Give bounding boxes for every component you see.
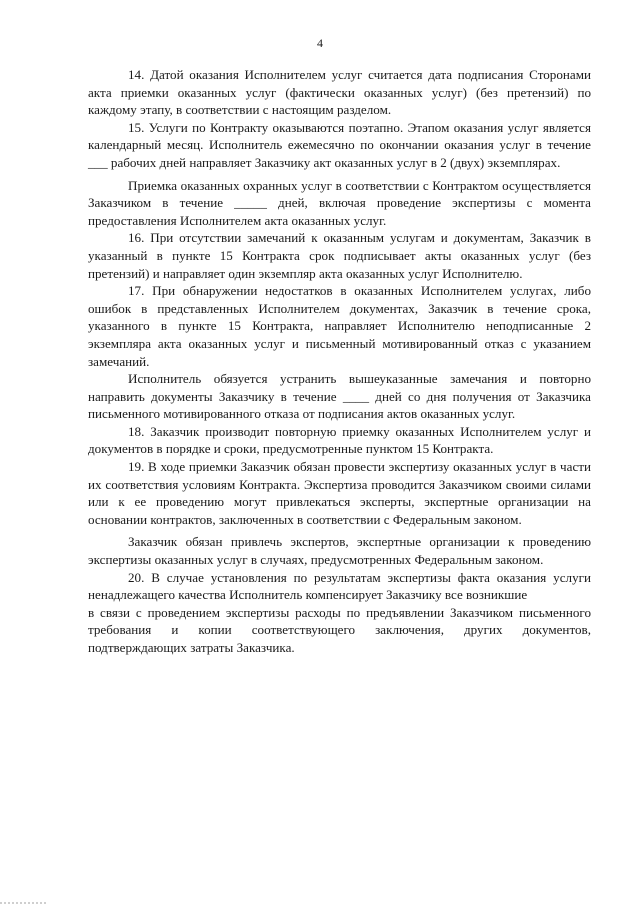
paragraph-20-continued: в связи с проведением экспертизы расходы по предъявлении Заказчиком письменного требования и копии соответствующего заключения, других документов, подтверждающих затраты Заказчика. [88,604,591,655]
paragraph-18: 18. Заказчик производит повторную приемку оказанных Исполнителем услуг и документов в порядке и сроки, предусмотренные пунктом 15 Контракта. [88,423,591,457]
paragraph-14: 14. Датой оказания Исполнителем услуг считается дата подписания Сторонами акта приемки оказанных услуг (фактически оказанных услуг) (без претензий) по каждому этапу, в соответствии с настоящим разделом. [88,67,591,118]
paragraph-15: 15. Услуги по Контракту оказываются поэтапно. Этапом оказания услуг является календарный месяц. Исполнитель ежемесячно по окончании оказания услуг в течение ___ рабочих дней направляет Заказчику акт оказанных услуг в 2 (двух) экземплярах. [88,119,591,170]
paragraph-16: 16. При отсутствии замечаний к оказанным услугам и документам, Заказчик в указанный в пункте 15 Контракта срок подписывает акты оказанных услуг (без претензий) и направляет один экземпляр акта оказанных услуг Исполнителю. [88,230,591,281]
paragraph-15-acceptance: Приемка оказанных охранных услуг в соответствии с Контрактом осуществляется Заказчиком в течение _____ дней, включая проведение экспертизы с момента предоставления Исполнителем акта оказанных услуг. [88,177,591,228]
page-number: 4 [317,36,323,50]
paragraph-19: 19. В ходе приемки Заказчик обязан провести экспертизу оказанных услуг в части их соответствия условиям Контракта. Экспертиза проводится Заказчиком своими силами или к ее проведению могут привлекаться эксперты, экспертные организации на основании контрактов, заключенных в соответствии с Федеральным законом. [88,459,591,527]
document-body [88,66,591,657]
paragraph-17-contractor: Исполнитель обязуется устранить вышеуказанные замечания и повторно направить документы Заказчику в течение ____ дней со дня получения от Заказчика письменного мотивированного отказа от подписания актов оказанных услуг. [88,371,591,422]
paragraph-19-experts: Заказчик обязан привлечь экспертов, экспертные организации к проведению экспертизы оказанных услуг в случаях, предусмотренных Федеральным законом. [88,534,591,568]
paragraph-20: 20. В случае установления по результатам экспертизы факта оказания услуги ненадлежащего качества Исполнитель компенсирует Заказчику все возникшие [88,569,591,603]
paragraph-17: 17. При обнаружении недостатков в оказанных Исполнителем услугах, либо ошибок в представленных Исполнителем документах, Заказчик в течение срока, указанного в пункте 15 Контракта, направляет Исполнителю неподписанные 2 экземпляра акта оказанных услуг и письменный мотивированный отказ с указанием замечаний. [88,283,591,369]
